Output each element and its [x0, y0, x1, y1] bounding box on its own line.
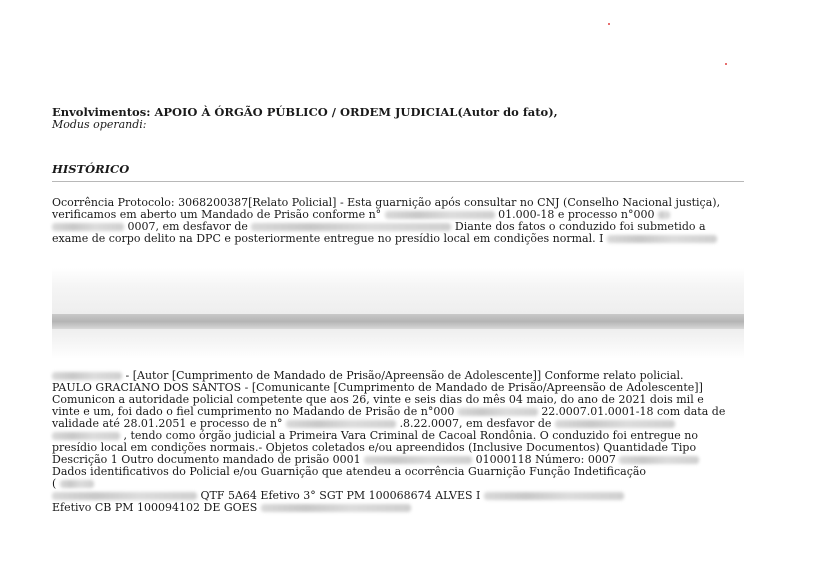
historico-text-line: Ocorrência Protocolo: 3068200387[Relato Policial] - Esta guarnição após consultar no CNJ (Conselho Nacional justiça),	[52, 196, 721, 209]
historico-text-line: validade até 28.01.2051 e processo de n° .8.22.0007, em desfavor de	[52, 418, 675, 430]
page-separator-bar	[52, 314, 744, 329]
gray-gradient-band	[52, 329, 744, 359]
historico-text-line: Descrição 1 Outro documento mandado de prisão 0001 01000118 Número: 0007	[52, 454, 699, 466]
redacted-text	[52, 372, 122, 380]
historico-text-line: Efetivo CB PM 100094102 DE GOES	[52, 502, 411, 514]
historico-text-line: 0007, em desfavor de Diante dos fatos o conduzido foi submetido a	[52, 221, 706, 233]
redacted-text	[658, 211, 670, 219]
historico-text-line: PAULO GRACIANO DOS SANTOS - [Comunicante [Cumprimento de Mandado de Prisão/Apreensão de Adolescente]]	[52, 381, 703, 394]
redacted-text	[458, 408, 538, 416]
historico-text-line: verificamos em aberto um Mandado de Prisão conforme n° 01.000-18 e processo n°000	[52, 209, 670, 221]
redacted-text	[364, 456, 472, 464]
redacted-text	[52, 432, 120, 440]
historico-text-line: - [Autor [Cumprimento de Mandado de Prisão/Apreensão de Adolescente]] Conforme relato policial.	[52, 370, 684, 382]
redacted-text	[52, 492, 197, 500]
redacted-text	[251, 223, 451, 231]
redacted-text	[385, 211, 495, 219]
historico-text-line: Comunicon a autoridade policial competente que aos 26, vinte e seis dias do mês 04 maio, do ano de 2021 dois mil e	[52, 393, 704, 406]
historico-text-line: QTF 5A64 Efetivo 3° SGT PM 100068674 ALVES I	[52, 490, 624, 502]
gray-gradient-band	[52, 268, 744, 314]
redacted-text	[286, 420, 396, 428]
redacted-text	[261, 504, 411, 512]
red-speck	[608, 23, 610, 25]
redacted-text	[555, 420, 675, 428]
redacted-text	[52, 223, 124, 231]
historico-text-line: (	[52, 478, 94, 490]
historico-text-line: presídio local em condições normais.- Objetos coletados e/ou apreendidos (Inclusive Documentos) Quantidade Tipo	[52, 441, 697, 454]
section-divider	[52, 181, 744, 182]
red-speck	[725, 63, 727, 65]
redacted-text	[484, 492, 624, 500]
redacted-text	[60, 480, 94, 488]
historico-text-line: Dados identificativos do Policial e/ou Guarnição que atendeu a ocorrência Guarnição Função Indetificação	[52, 465, 647, 478]
modus-operandi-line: Modus operandi:	[52, 118, 147, 131]
redacted-text	[607, 235, 717, 243]
historico-text-line: exame de corpo delito na DPC e posteriormente entregue no presídio local em condições normal. I	[52, 233, 717, 245]
historico-text-line: vinte e um, foi dado o fiel cumprimento no Madando de Prisão de n°000 22.0007.01.0001-18 com data de	[52, 405, 726, 418]
redacted-text	[619, 456, 699, 464]
historico-heading: HISTÓRICO	[52, 162, 130, 176]
envolvimentos-line: Envolvimentos: APOIO À ÓRGÃO PÚBLICO / ORDEM JUDICIAL(Autor do fato),	[52, 105, 558, 119]
historico-text-line: , tendo como órgão judicial a Primeira Vara Criminal de Cacoal Rondônia. O conduzido foi entregue no	[52, 430, 698, 442]
